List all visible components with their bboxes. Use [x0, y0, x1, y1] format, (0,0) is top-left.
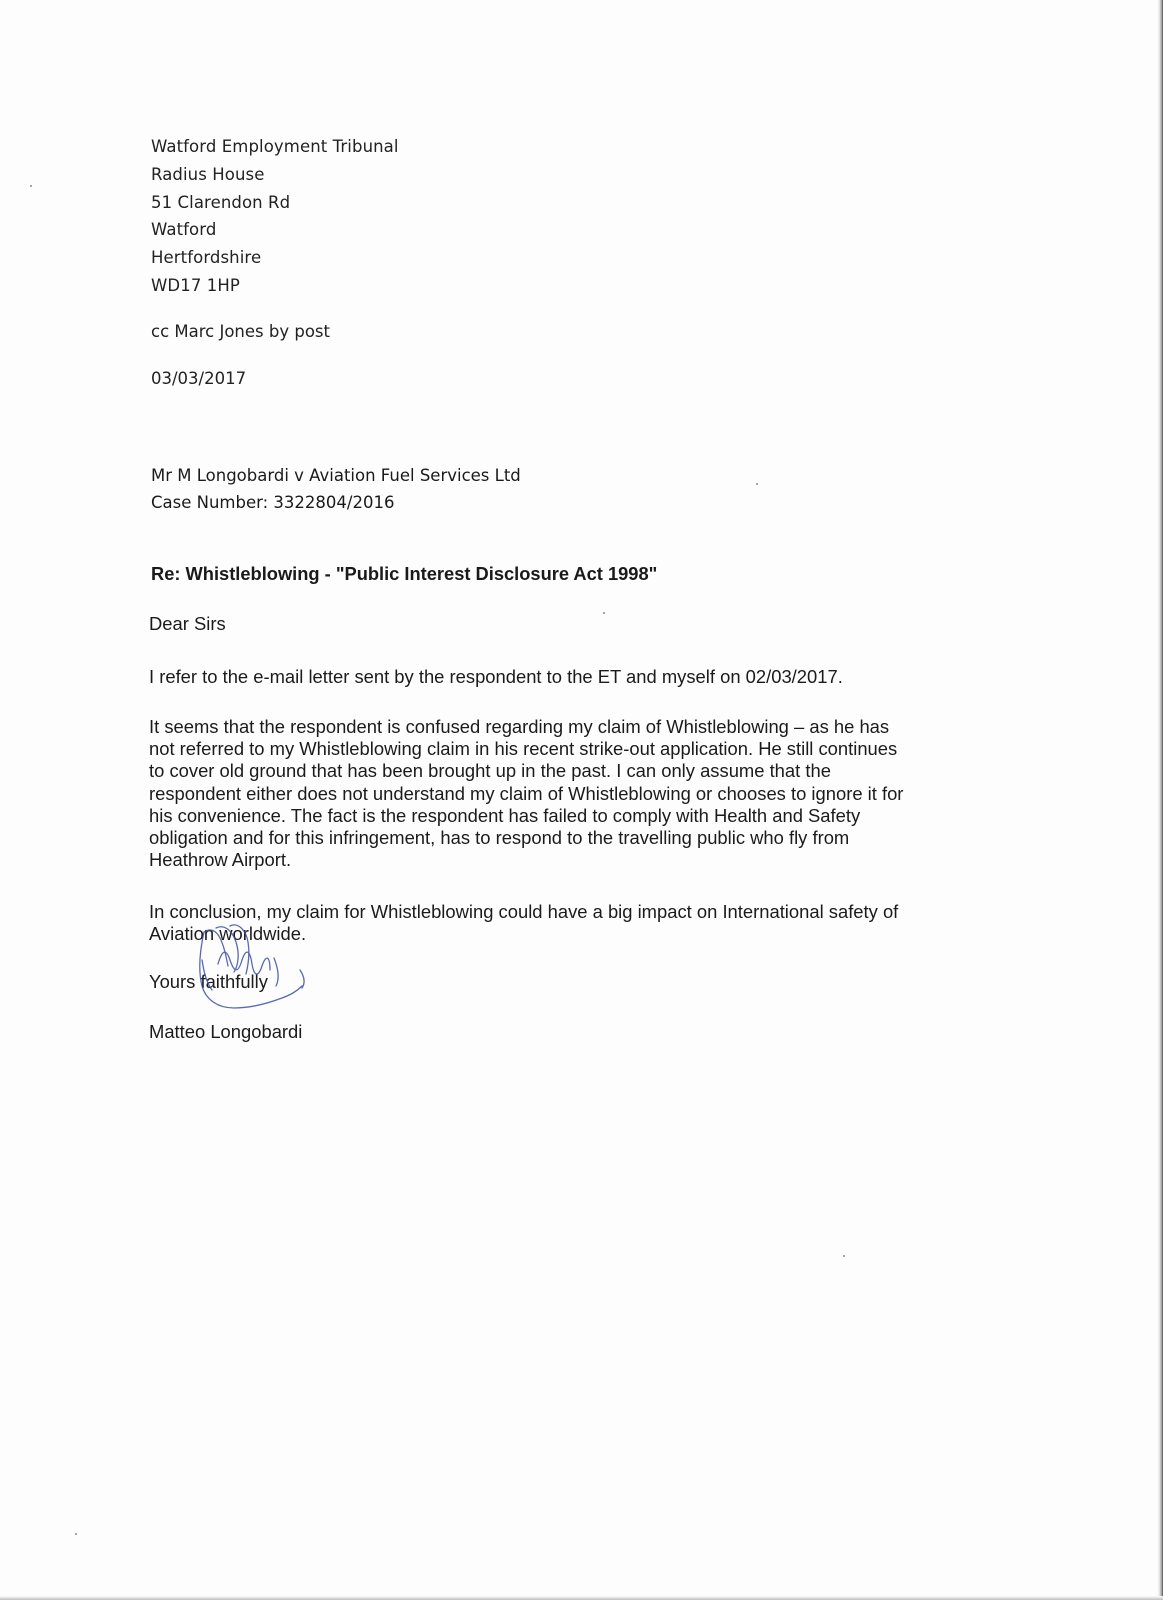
scan-speck [843, 1255, 845, 1257]
salutation-text: Dear Sirs [149, 613, 226, 634]
paragraph-line: respondent either does not understand my claim of Whistleblowing or chooses to ignore it for [149, 782, 904, 804]
signatory-name: Matteo Longobardi [149, 1021, 303, 1042]
paragraph-2 [149, 716, 903, 871]
case-reference [151, 462, 521, 516]
scan-edge [1157, 0, 1163, 1600]
salutation [149, 613, 226, 635]
address-line: Watford [151, 220, 217, 240]
paragraph-line: In conclusion, my claim for Whistleblowing could have a big impact on International safety of [149, 901, 899, 922]
paragraph-line: obligation and for this infringement, has to respond to the travelling public who fly from [149, 827, 850, 849]
scan-bottom-edge [0, 1596, 1163, 1600]
scan-speck [756, 483, 758, 485]
closing-text: Yours faithfully [149, 971, 268, 992]
paragraph-line: not referred to my Whistleblowing claim in his recent strike-out application. He still continues [149, 738, 898, 760]
recipient-address [151, 133, 399, 300]
paragraph-line: I refer to the e-mail letter sent by the respondent to the ET and myself on 02/03/2017. [149, 666, 843, 687]
paragraph-line: Aviation worldwide. [149, 923, 307, 945]
scan-speck [603, 612, 605, 614]
address-line: Watford Employment Tribunal [151, 137, 399, 156]
paragraph-1 [149, 666, 843, 688]
paragraph-line: to cover old ground that has been brought up in the past. I can only assume that the [149, 760, 831, 782]
address-line: 51 Clarendon Rd [151, 192, 291, 212]
scan-speck [75, 1533, 77, 1535]
cc-line: cc Marc Jones by post [151, 322, 331, 341]
case-number: Case Number: 3322804/2016 [151, 493, 395, 512]
case-title: Mr M Longobardi v Aviation Fuel Services Ltd [151, 466, 521, 485]
letter-date: 03/03/2017 [151, 369, 247, 388]
paragraph-line: Heathrow Airport. [149, 849, 292, 871]
paragraph-line: It seems that the respondent is confused regarding my claim of Whistleblowing – as he has [149, 716, 890, 737]
paragraph-line: his convenience. The fact is the respondent has failed to comply with Health and Safety [149, 804, 861, 826]
address-line: Radius House [151, 164, 265, 184]
address-line: WD17 1HP [151, 275, 240, 295]
handwritten-signature [190, 920, 320, 1030]
subject-heading: Re: Whistleblowing - "Public Interest Disclosure Act 1998" [151, 563, 658, 584]
address-line: Hertfordshire [151, 248, 262, 268]
scan-speck [30, 185, 32, 187]
